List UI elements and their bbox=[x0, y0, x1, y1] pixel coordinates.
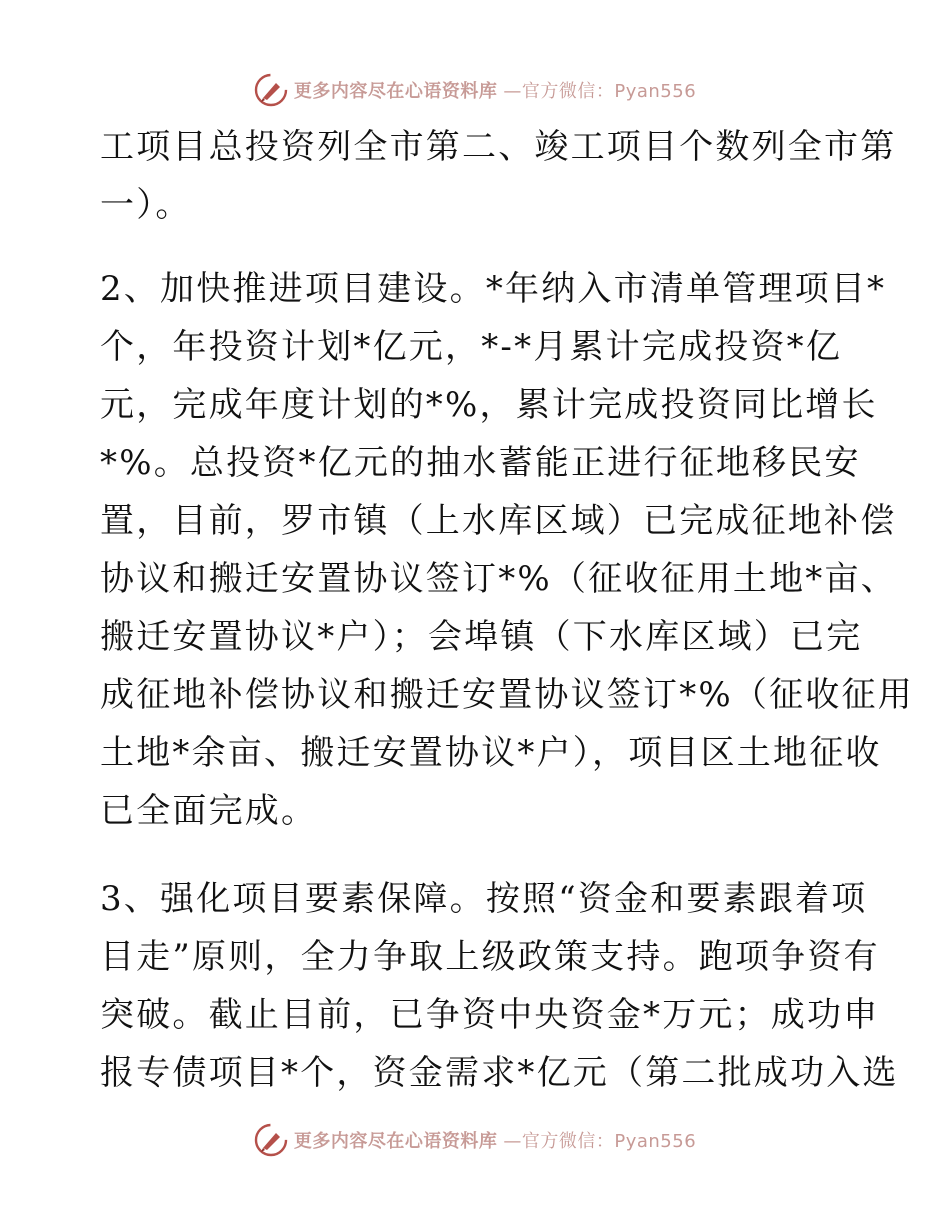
text-line: 个，年投资计划*亿元，*-*月累计完成投资*亿 bbox=[100, 327, 843, 367]
watermark-contact: —官方微信：Pyan556 bbox=[503, 1131, 697, 1152]
footer-watermark bbox=[0, 1120, 950, 1160]
pen-nib-logo-icon bbox=[254, 73, 288, 107]
paragraph-intro bbox=[100, 118, 897, 234]
paragraph-project-construction bbox=[100, 260, 914, 840]
text-line: 报专债项目*个，资金需求*亿元（第二批成功入选 bbox=[100, 1053, 899, 1093]
header-watermark bbox=[0, 70, 950, 110]
text-line: 已全面完成。 bbox=[100, 791, 318, 831]
pen-nib-logo-icon bbox=[254, 1123, 288, 1157]
text-line: 2、加快推进项目建设。*年纳入市清单管理项目* bbox=[100, 269, 887, 309]
text-line: 3、强化项目要素保障。按照“资金和要素跟着项 bbox=[100, 879, 868, 919]
text-line: 成征地补偿协议和搬迁安置协议签订*%（征收征用 bbox=[100, 675, 914, 715]
watermark-contact: —官方微信：Pyan556 bbox=[503, 81, 697, 102]
document-body bbox=[100, 118, 914, 1102]
text-line: 一）。 bbox=[100, 185, 192, 225]
text-line: 元，完成年度计划的*%，累计完成投资同比增长 bbox=[100, 385, 878, 425]
text-line: 协议和搬迁安置协议签订*%（征收征用土地*亩、 bbox=[100, 559, 897, 599]
text-line: 目走”原则，全力争取上级政策支持。跑项争资有 bbox=[100, 937, 880, 977]
text-line: *%。总投资*亿元的抽水蓄能正进行征地移民安 bbox=[100, 443, 861, 483]
text-line: 搬迁安置协议*户）；会埠镇（下水库区域）已完 bbox=[100, 617, 863, 657]
paragraph-factor-guarantee bbox=[100, 870, 899, 1102]
text-line: 置，目前，罗市镇（上水库区域）已完成征地补偿 bbox=[100, 501, 897, 541]
text-line: 工项目总投资列全市第二、竣工项目个数列全市第 bbox=[100, 127, 897, 167]
watermark-text: 更多内容尽在心语资料库 bbox=[293, 81, 498, 102]
watermark-text: 更多内容尽在心语资料库 bbox=[293, 1131, 498, 1152]
text-line: 土地*余亩、搬迁安置协议*户），项目区土地征收 bbox=[100, 733, 882, 773]
text-line: 突破。截止目前，已争资中央资金*万元；成功申 bbox=[100, 995, 880, 1035]
